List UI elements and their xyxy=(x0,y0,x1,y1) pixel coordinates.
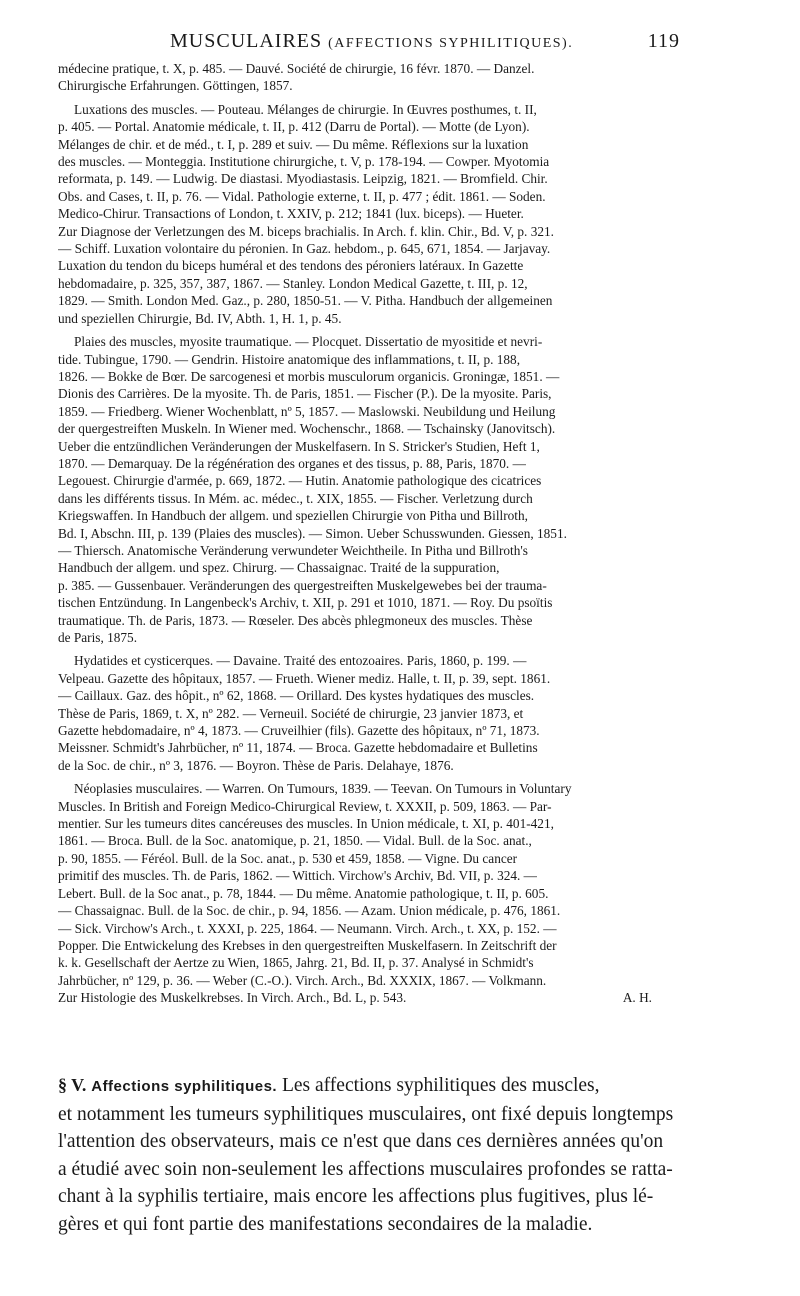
bibliography-paragraph xyxy=(58,101,682,327)
text-line: Néoplasies musculaires. — Warren. On Tumours, 1839. — Teevan. On Tumours in Voluntary xyxy=(74,781,572,797)
text-line: 1859. — Friedberg. Wiener Wochenblatt, nº 5, 1857. — Maslowski. Neubildung und Heilung xyxy=(58,403,556,419)
running-head-title xyxy=(170,30,573,53)
bibliography xyxy=(58,60,682,1013)
page-number: 119 xyxy=(647,30,680,52)
text-line: Meissner. Schmidt's Jahrbücher, nº 11, 1874. — Broca. Gazette hebdomadaire et Bulletins xyxy=(58,740,538,756)
text-line: Gazette hebdomadaire, nº 4, 1873. — Cruveilhier (fils). Gazette des hôpitaux, nº 71, 1873. xyxy=(58,723,540,739)
text-line: 1826. — Bokke de Bœr. De sarcogenesi et morbis musculorum organicis. Groningæ, 1851. — xyxy=(58,368,560,384)
text-line: de Paris, 1875. xyxy=(58,630,138,645)
text-line: Zur Diagnose der Verletzungen des M. biceps brachialis. In Arch. f. klin. Chir., Bd. V, p. 321. xyxy=(58,223,554,239)
section-text-line: gères et qui font partie des manifestations secondaires de la maladie. xyxy=(58,1213,593,1235)
section-first-line xyxy=(58,1072,682,1101)
text-line: der quergestreiften Muskeln. In Wiener med. Wochenschr., 1868. — Tschainsky (Janovitsch). xyxy=(58,421,556,437)
text-line: Thèse de Paris, 1869, t. X, nº 282. — Verneuil. Société de chirurgie, 23 janvier 1873, et xyxy=(58,705,524,721)
running-head-main: MUSCULAIRES xyxy=(170,30,323,52)
author-signature: A. H. xyxy=(622,990,652,1006)
running-head xyxy=(60,30,680,56)
section-syphilitic-affections xyxy=(58,1072,682,1238)
text-line: und speziellen Chirurgie, Bd. IV, Abth. 1, H. 1, p. 45. xyxy=(58,310,342,326)
text-line: Luxations des muscles. — Pouteau. Mélanges de chirurgie. In Œuvres posthumes, t. II, xyxy=(74,101,537,117)
section-heading: Affections syphilitiques. xyxy=(91,1078,278,1095)
section-mark: § V. xyxy=(58,1075,87,1095)
text-line: Handbuch der allgem. und spez. Chirurg. — Chassaignac. Traité de la suppuration, xyxy=(58,560,500,576)
text-line: dans les différents tissus. In Mém. ac. médec., t. XIX, 1855. — Fischer. Verletzung durch xyxy=(58,490,533,506)
text-line: traumatique. Th. de Paris, 1873. — Rœseler. Des abcès phlegmoneux des muscles. Thèse xyxy=(58,612,533,628)
text-line: — Chassaignac. Bull. de la Soc. de chir., p. 94, 1856. — Azam. Union médicale, p. 476, 1861. xyxy=(58,903,561,919)
text-line: hebdomadaire, p. 325, 357, 387, 1867. — Stanley. London Medical Gazette, t. III, p. 12, xyxy=(58,275,528,291)
text-line: mentier. Sur les tumeurs dites cancéreuses des muscles. In Union médicale, t. XI, p. 401-421, xyxy=(58,816,554,832)
text-line: 1829. — Smith. London Med. Gaz., p. 280, 1850-51. — V. Pitha. Handbuch der allgemeinen xyxy=(58,293,553,309)
text-line: p. 385. — Gussenbauer. Veränderungen des quergestreiften Muskelgewebes bei der trauma- xyxy=(58,577,547,593)
text-line: des muscles. — Monteggia. Institutione chirurgiche, t. V, p. 178-194. — Cowper. Myotomia xyxy=(58,154,550,170)
text-line: Muscles. In British and Foreign Medico-Chirurgical Review, t. XXXII, p. 509, 1863. — Par- xyxy=(58,798,552,814)
text-line: reformata, p. 149. — Ludwig. De diastasi. Myodiastasis. Leipzig, 1821. — Bromfield. Chir. xyxy=(58,171,548,187)
bibliography-paragraph xyxy=(58,60,682,95)
text-line: Popper. Die Entwickelung des Krebses in den quergestreiften Muskelfasern. In Zeitschrift der xyxy=(58,937,557,953)
text-line: Zur Histologie des Muskelkrebses. In Virch. Arch., Bd. L, p. 543. A. H. xyxy=(58,989,682,1006)
section-first-line-text: Les affections syphilitiques des muscles, xyxy=(281,1075,600,1096)
text-line: tischen Entzündung. In Langenbeck's Archiv, t. XII, p. 291 et 1010, 1871. — Roy. Du psoïtis xyxy=(58,595,553,611)
bibliography-paragraph xyxy=(58,333,682,646)
text-line: Lebert. Bull. de la Soc anat., p. 78, 1844. — Du même. Anatomie pathologique, t. II, p. 605. xyxy=(58,885,549,901)
text-line: Chirurgische Erfahrungen. Göttingen, 1857. xyxy=(58,78,293,94)
text-line: Kriegswaffen. In Handbuch der allgem. und speziellen Chirurgie von Pitha und Billroth, xyxy=(58,508,528,524)
section-text-line: chant à la syphilis tertiaire, mais encore les affections plus fugitives, plus lé- xyxy=(58,1186,654,1207)
text-line: médecine pratique, t. X, p. 485. — Dauvé. Société de chirurgie, 16 févr. 1870. — Danzel. xyxy=(58,61,535,76)
bibliography-paragraph xyxy=(58,780,682,1006)
running-head-subtitle: (AFFECTIONS SYPHILITIQUES). xyxy=(328,36,574,51)
text-line: — Thiersch. Anatomische Veränderung verwundeter Weichtheile. In Pitha und Billroth's xyxy=(58,542,528,558)
text-line: k. k. Gesellschaft der Aertze zu Wien, 1865, Jahrg. 21, Bd. II, p. 37. Analysé in Schmidt's xyxy=(58,955,534,971)
text-line: Velpeau. Gazette des hôpitaux, 1857. — Frueth. Wiener mediz. Halle, t. II, p. 39, sept. 1861. xyxy=(58,670,551,686)
text-line: 1870. — Demarquay. De la régénération des organes et des tissus, p. 88, Paris, 1870. — xyxy=(58,455,526,471)
section-text-line: et notamment les tumeurs syphilitiques musculaires, ont fixé depuis longtemps xyxy=(58,1103,674,1125)
text-line: 1861. — Broca. Bull. de la Soc. anatomique, p. 21, 1850. — Vidal. Bull. de la Soc. anat., xyxy=(58,833,532,849)
text-line: primitif des muscles. Th. de Paris, 1862. — Wittich. Virchow's Archiv, Bd. VII, p. 324. — xyxy=(58,868,537,884)
text-line: — Schiff. Luxation volontaire du péronien. In Gaz. hebdom., p. 645, 671, 1854. — Jarjavay. xyxy=(58,241,551,257)
section-text-line: l'attention des observateurs, mais ce n'est que dans ces dernières années qu'on xyxy=(58,1131,664,1152)
text-line: de la Soc. de chir., nº 3, 1876. — Boyron. Thèse de Paris. Delahaye, 1876. xyxy=(58,757,454,773)
text-line: Luxation du tendon du biceps huméral et des tendons des péroniers latéraux. In Gazette xyxy=(58,258,524,274)
text-line: tide. Tubingue, 1790. — Gendrin. Histoire anatomique des inflammations, t. II, p. 188, xyxy=(58,351,521,367)
text-line: Mélanges de chir. et de méd., t. I, p. 289 et suiv. — Du même. Réflexions sur la luxation xyxy=(58,136,529,152)
text-line: Obs. and Cases, t. II, p. 76. — Vidal. Pathologie externe, t. II, p. 477 ; édit. 1861. — Soden. xyxy=(58,188,546,204)
text-line: p. 90, 1855. — Féréol. Bull. de la Soc. anat., p. 530 et 459, 1858. — Vigne. Du cancer xyxy=(58,850,518,866)
bibliography-paragraph xyxy=(58,652,682,774)
text-line: Medico-Chirur. Transactions of London, t. XXIV, p. 212; 1841 (lux. biceps). — Hueter. xyxy=(58,206,524,222)
text-line: — Caillaux. Gaz. des hôpit., nº 62, 1868. — Orillard. Des kystes hydatiques des muscles. xyxy=(58,688,535,704)
text-line: Jahrbücher, nº 129, p. 36. — Weber (C.-O.). Virch. Arch., Bd. XXXIX, 1867. — Volkmann. xyxy=(58,972,547,988)
text-line: Dionis des Carrières. De la myosite. Th. de Paris, 1851. — Fischer (P.). De la myosite. Paris, xyxy=(58,386,552,402)
text-line: Hydatides et cysticerques. — Davaine. Traité des entozoaires. Paris, 1860, p. 199. — xyxy=(74,653,527,669)
text-line: Plaies des muscles, myosite traumatique. — Plocquet. Dissertatio de myositide et nevri- xyxy=(74,334,543,350)
section-text-line: a étudié avec soin non-seulement les affections musculaires profondes se ratta- xyxy=(58,1158,673,1180)
text-line: Bd. I, Abschn. III, p. 139 (Plaies des muscles). — Simon. Ueber Schusswunden. Giessen, 1851. xyxy=(58,525,567,541)
text-line: Ueber die entzündlichen Veränderungen der Muskelfasern. In S. Stricker's Studien, Heft 1, xyxy=(58,438,540,454)
text-line: p. 405. — Portal. Anatomie médicale, t. II, p. 412 (Darru de Portal). — Motte (de Lyon). xyxy=(58,119,530,135)
text-line: — Sick. Virchow's Arch., t. XXXI, p. 225, 1864. — Neumann. Virch. Arch., t. XX, p. 152. — xyxy=(58,920,557,936)
text-line: Legouest. Chirurgie d'armée, p. 669, 1872. — Hutin. Anatomie pathologique des cicatrices xyxy=(58,473,542,489)
